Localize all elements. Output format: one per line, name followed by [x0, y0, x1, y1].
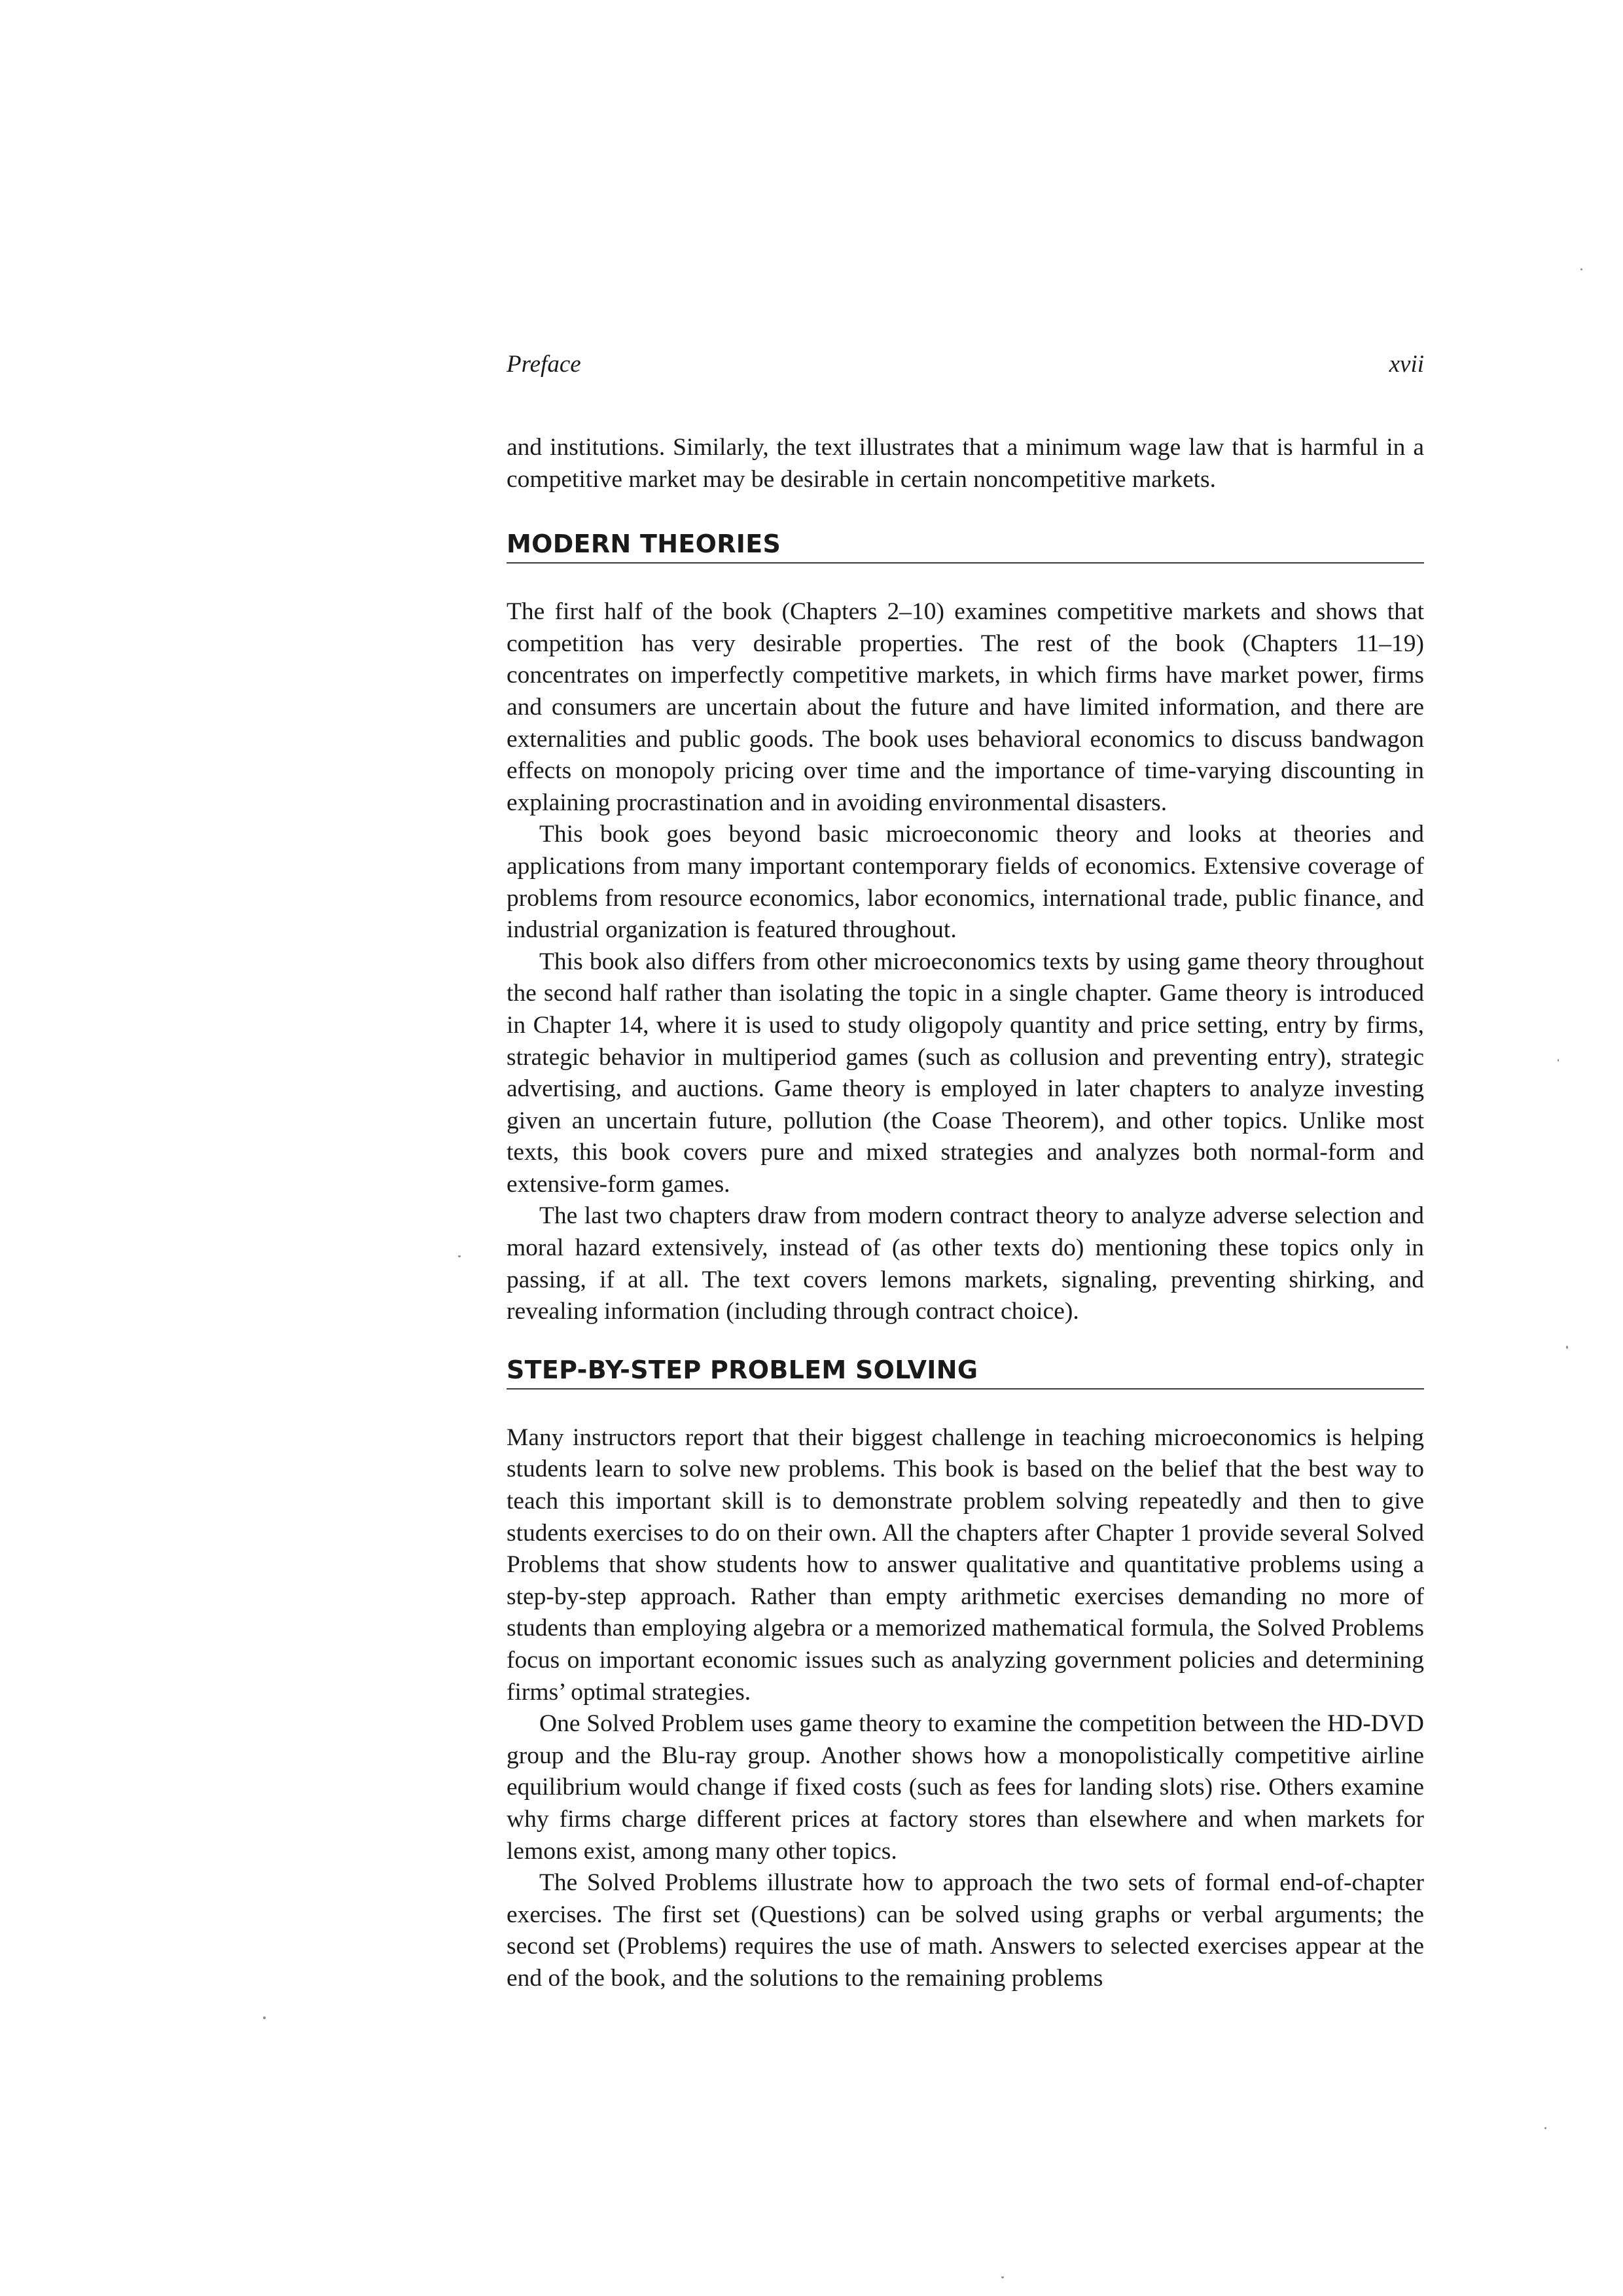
paragraph: Many instructors report that their biggest challenge in teaching microeconomics is helping students learn to solve new problems. This book is based on the belief that the best way to teach this important skill is to demonstrate problem solving repeatedly and then to give students exercises to do on their own. All the chapters after Chapter 1 provide several Solved Problems that show students how to answer qualitative and quantitative problems using a step-by-step approach. Rather than empty arithmetic exercises demanding no more of students than employing algebra or a memorized mathematical formula, the Solved Problems focus on important economic issues such as analyzing government policies and determining firms’ optimal strategies. [507, 1424, 1424, 1706]
section-heading-problem-solving: STEP-BY-STEP PROBLEM SOLVING [507, 1355, 1424, 1390]
scan-speck [1580, 268, 1582, 270]
paragraph: The last two chapters draw from modern contract theory to analyze adverse selection and moral hazard extensively, instead of (as other texts do) mentioning these topics only in passing, if at all. The text covers lemons markets, signaling, preventing shirking, and revealing information (including through contract choice). [507, 1202, 1424, 1325]
paragraph: The first half of the book (Chapters 2–10) examines competitive markets and shows that competition has very desirable properties. The rest of the book (Chapters 11–19) concentrates on imperfectly competitive markets, in which firms have market power, firms and consumers are uncertain about the future and have limited information, and there are externalities and public goods. The book uses behavioral economics to discuss bandwagon effects on monopoly pricing over time and the importance of time-varying discounting in explaining procrastination and in avoiding environmental disasters. [507, 598, 1424, 816]
scan-speck [1001, 2276, 1004, 2278]
running-head-title: Preface [507, 351, 581, 378]
scan-speck [1558, 1059, 1559, 1062]
paragraph: This book goes beyond basic microeconomic theory and looks at theories and applications from many important contemporary fields of economics. Extensive coverage of problems from resource economics, labor economics, international trade, public finance, and industrial organization is featured throughout. [507, 821, 1424, 944]
body-text [507, 432, 1424, 1995]
page-number: xvii [1389, 351, 1424, 378]
scan-speck [458, 1255, 461, 1257]
paragraph: The Solved Problems illustrate how to approach the two sets of formal end-of-chapter exercises. The first set (Questions) can be solved using graphs or verbal arguments; the second set (Problems) requires the use of math. Answers to selected exercises appear at the end of the book, and the solutions to the remaining problems [507, 1869, 1424, 1992]
scan-speck [1544, 2127, 1546, 2129]
paragraph: This book also differs from other microeconomics texts by using game theory throughout the second half rather than isolating the topic in a single chapter. Game theory is introduced in Chapter 14, where it is used to study oligopoly quantity and price setting, entry by firms, strategic behavior in multiperiod games (such as collusion and preventing entry), strategic advertising, and auctions. Game theory is employed in later chapters to analyze investing given an uncertain future, pollution (the Coase Theorem), and other topics. Unlike most texts, this book covers pure and mixed strategies and analyzes both normal-form and extensive-form games. [507, 948, 1424, 1198]
scan-speck [1566, 1346, 1568, 1349]
scan-speck [263, 2017, 266, 2019]
paragraph: One Solved Problem uses game theory to examine the competition between the HD-DVD group and the Blu-ray group. Another shows how a monopolistically competitive airline equilibrium would change if fixed costs (such as fees for landing slots) rise. Others examine why firms charge different prices at factory stores than elsewhere and when markets for lemons exist, among many other topics. [507, 1710, 1424, 1865]
opening-paragraph: and institutions. Similarly, the text illustrates that a minimum wage law that is harmful in a competitive market may be desirable in certain noncompetitive markets. [507, 434, 1424, 493]
section-heading-modern-theories: MODERN THEORIES [507, 529, 1424, 564]
running-head [507, 348, 1424, 381]
